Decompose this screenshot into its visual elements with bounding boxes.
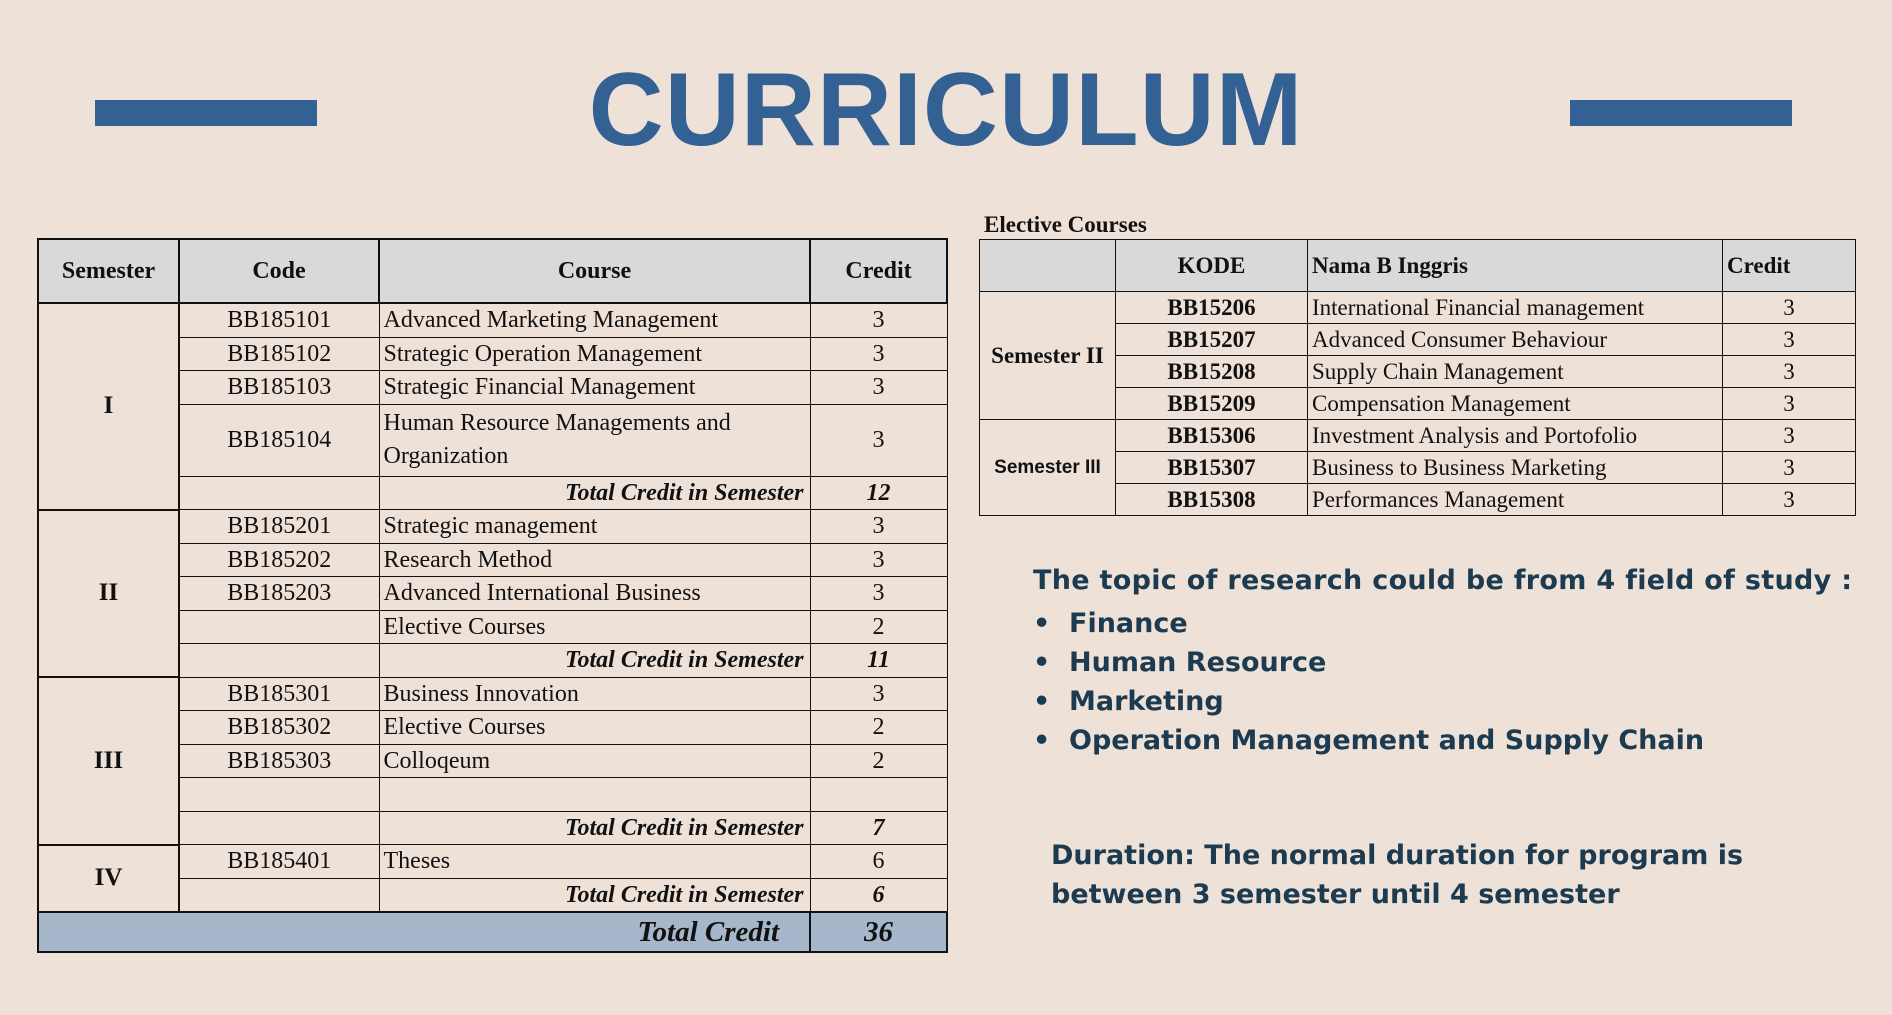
grand-total-label: Total Credit <box>38 912 810 952</box>
elective-code: BB15307 <box>1116 452 1308 484</box>
research-intro: The topic of research could be from 4 field of study : <box>1033 565 1853 596</box>
course-credit: 3 <box>810 303 947 337</box>
field-label: Human Resource <box>1069 647 1327 678</box>
table-row <box>38 845 947 879</box>
elective-name: Investment Analysis and Portofolio <box>1308 420 1723 452</box>
semester-total-label: Total Credit in Semester <box>379 878 810 912</box>
course-name: Strategic management <box>379 510 810 544</box>
course-name: Strategic Operation Management <box>379 337 810 371</box>
header-course: Course <box>379 239 810 303</box>
elective-semester-label: Semester II <box>980 292 1116 420</box>
table-row <box>38 677 947 711</box>
semester-total-label: Total Credit in Semester <box>379 811 810 845</box>
list-item <box>1033 682 1704 721</box>
semester-label: III <box>38 677 179 845</box>
course-credit: 3 <box>810 677 947 711</box>
elective-credit: 3 <box>1723 484 1856 516</box>
course-name: Advanced International Business <box>379 577 810 611</box>
course-name: Research Method <box>379 543 810 577</box>
semester-label: IV <box>38 845 179 913</box>
semester-total-value: 11 <box>810 644 947 678</box>
elective-credit: 3 <box>1723 356 1856 388</box>
semester-total-value: 7 <box>810 811 947 845</box>
course-code <box>179 778 379 812</box>
course-credit: 2 <box>810 610 947 644</box>
title-rule-right <box>1570 100 1792 126</box>
course-credit: 3 <box>810 510 947 544</box>
elective-code: BB15308 <box>1116 484 1308 516</box>
table-row <box>38 510 947 544</box>
field-label: Operation Management and Supply Chain <box>1069 725 1705 756</box>
course-name: Business Innovation <box>379 677 810 711</box>
elective-header-row <box>980 240 1856 292</box>
bullet-icon: • <box>1033 608 1051 639</box>
field-label: Finance <box>1069 608 1188 639</box>
course-code: BB185401 <box>179 845 379 879</box>
empty-cell <box>179 644 379 678</box>
research-field-list <box>1033 604 1704 760</box>
semester-total-label: Total Credit in Semester <box>379 476 810 510</box>
course-code: BB185102 <box>179 337 379 371</box>
elective-credit: 3 <box>1723 388 1856 420</box>
duration-text: Duration: The normal duration for program is between 3 semester until 4 semester <box>1051 840 1744 910</box>
course-name: Human Resource Managements and Organization <box>379 404 810 476</box>
course-credit: 3 <box>810 371 947 405</box>
elective-code: BB15306 <box>1116 420 1308 452</box>
page-title: CURRICULUM <box>588 52 1304 168</box>
curriculum-table <box>37 238 948 953</box>
semester-total-value: 12 <box>810 476 947 510</box>
course-code: BB185103 <box>179 371 379 405</box>
elective-name: Performances Management <box>1308 484 1723 516</box>
course-name: Theses <box>379 845 810 879</box>
elective-code: BB15208 <box>1116 356 1308 388</box>
header-code: Code <box>179 239 379 303</box>
bullet-icon: • <box>1033 686 1051 717</box>
course-code: BB185301 <box>179 677 379 711</box>
elective-name: Compensation Management <box>1308 388 1723 420</box>
course-code: BB185302 <box>179 711 379 745</box>
elective-credit: 3 <box>1723 324 1856 356</box>
curriculum-header-row <box>38 239 947 303</box>
semester-total-label: Total Credit in Semester <box>379 644 810 678</box>
elective-name: Business to Business Marketing <box>1308 452 1723 484</box>
course-credit: 3 <box>810 577 947 611</box>
header-semester: Semester <box>38 239 179 303</box>
elective-credit: 3 <box>1723 452 1856 484</box>
elective-credit: 3 <box>1723 420 1856 452</box>
elective-table <box>979 239 1856 516</box>
course-credit: 2 <box>810 711 947 745</box>
grand-total-value: 36 <box>810 912 947 952</box>
header-empty <box>980 240 1116 292</box>
course-code: BB185202 <box>179 543 379 577</box>
list-item <box>1033 643 1704 682</box>
table-row <box>980 420 1856 452</box>
course-name: Elective Courses <box>379 711 810 745</box>
course-name: Elective Courses <box>379 610 810 644</box>
course-code: BB185201 <box>179 510 379 544</box>
elective-name: International Financial management <box>1308 292 1723 324</box>
course-credit: 6 <box>810 845 947 879</box>
course-code: BB185104 <box>179 404 379 476</box>
course-credit: 3 <box>810 404 947 476</box>
course-name <box>379 778 810 812</box>
list-item <box>1033 721 1704 760</box>
bullet-icon: • <box>1033 647 1051 678</box>
field-label: Marketing <box>1069 686 1224 717</box>
empty-cell <box>179 811 379 845</box>
header-nama: Nama B Inggris <box>1308 240 1723 292</box>
elective-name: Supply Chain Management <box>1308 356 1723 388</box>
course-name: Colloqeum <box>379 744 810 778</box>
table-row <box>980 292 1856 324</box>
elective-caption: Elective Courses <box>984 212 1147 237</box>
course-credit: 3 <box>810 543 947 577</box>
course-name: Strategic Financial Management <box>379 371 810 405</box>
course-credit: 2 <box>810 744 947 778</box>
semester-label: I <box>38 303 179 510</box>
course-credit <box>810 778 947 812</box>
course-code <box>179 610 379 644</box>
empty-cell <box>179 476 379 510</box>
grand-total-row <box>38 912 947 952</box>
elective-name: Advanced Consumer Behaviour <box>1308 324 1723 356</box>
course-code: BB185303 <box>179 744 379 778</box>
elective-code: BB15206 <box>1116 292 1308 324</box>
list-item <box>1033 604 1704 643</box>
empty-cell <box>179 878 379 912</box>
elective-semester-label: Semester III <box>980 420 1116 516</box>
header-kode: KODE <box>1116 240 1308 292</box>
bullet-icon: • <box>1033 725 1051 756</box>
semester-label: II <box>38 510 179 678</box>
elective-code: BB15209 <box>1116 388 1308 420</box>
course-code: BB185101 <box>179 303 379 337</box>
course-code: BB185203 <box>179 577 379 611</box>
elective-code: BB15207 <box>1116 324 1308 356</box>
course-credit: 3 <box>810 337 947 371</box>
header-credit: Credit <box>1723 240 1856 292</box>
header-credit: Credit <box>810 239 947 303</box>
table-row <box>38 303 947 337</box>
semester-total-value: 6 <box>810 878 947 912</box>
course-name: Advanced Marketing Management <box>379 303 810 337</box>
elective-credit: 3 <box>1723 292 1856 324</box>
